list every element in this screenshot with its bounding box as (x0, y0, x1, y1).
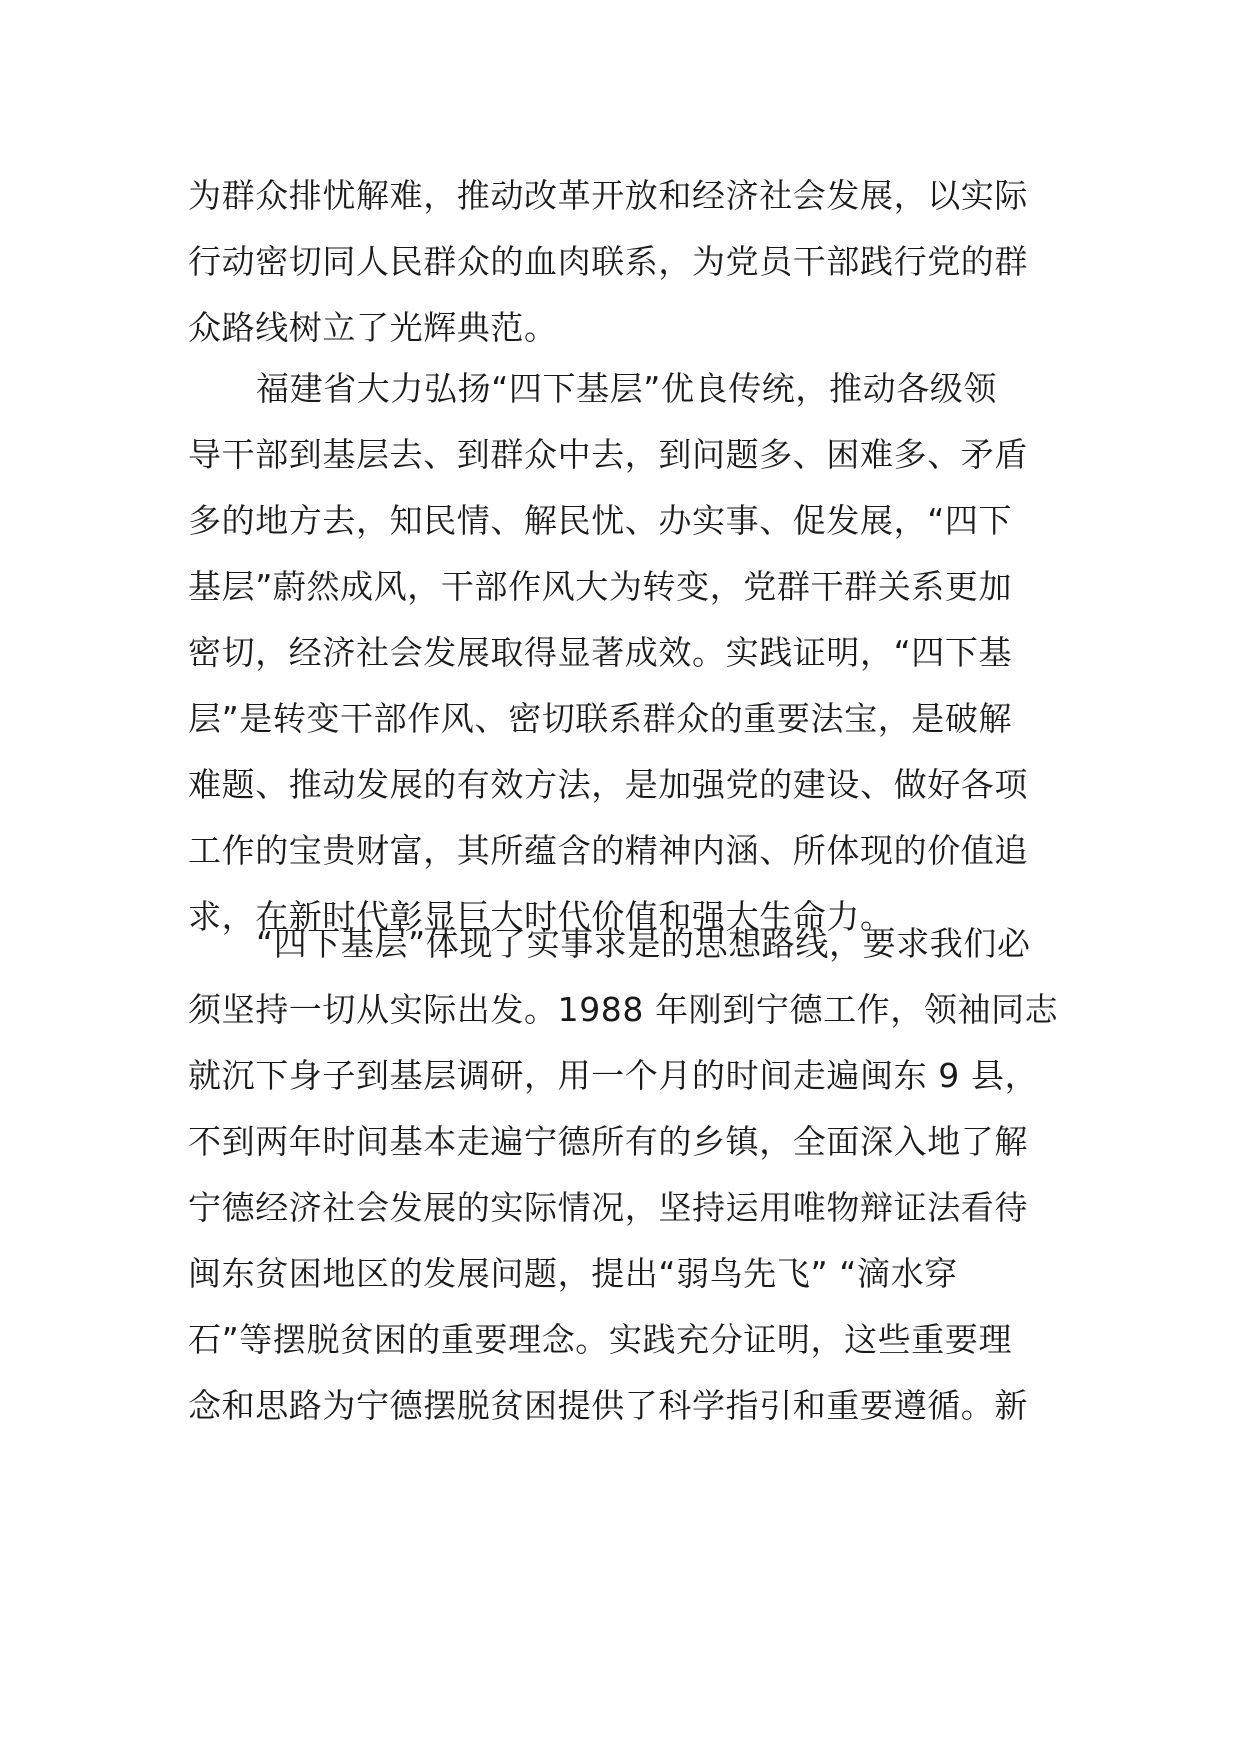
text-line: 导干部到基层去、到群众中去，到问题多、困难多、矛盾 (188, 435, 1028, 474)
paragraph-2 (188, 356, 1068, 950)
text-line: 宁德经济社会发展的实际情况，坚持运用唯物辩证法看待 (188, 1188, 1028, 1227)
text-line: 难题、推动发展的有效方法，是加强党的建设、做好各项 (188, 765, 1028, 804)
text-line: 闽东贫困地区的发展问题，提出“弱鸟先飞” “滴水穿 (188, 1254, 958, 1293)
text-line: 密切，经济社会发展取得显著成效。实践证明，“四下基 (188, 633, 1013, 672)
paragraph-3 (188, 911, 1068, 1439)
text-line: 不到两年时间基本走遍宁德所有的乡镇，全面深入地了解 (188, 1122, 1028, 1161)
text-line: 求，在新时代彰显巨大时代价值和强大生命力。 (188, 897, 894, 936)
text-line: 行动密切同人民群众的血肉联系，为党员干部践行党的群 (188, 242, 1028, 281)
text-line: 工作的宝贵财富，其所蕴含的精神内涵、所体现的价值追 (188, 831, 1028, 870)
text-line: 众路线树立了光辉典范。 (188, 308, 558, 347)
text-line: 石”等摆脱贫困的重要理念。实践充分证明，这些重要理 (188, 1320, 1013, 1359)
text-line: 念和思路为宁德摆脱贫困提供了科学指引和重要遵循。新 (188, 1386, 1028, 1425)
text-line: 多的地方去，知民情、解民忧、办实事、促发展，“四下 (188, 501, 1013, 540)
text-line: 福建省大力弘扬“四下基层”优良传统，推动各级领 (256, 369, 997, 408)
text-line: 层”是转变干部作风、密切联系群众的重要法宝，是破解 (188, 699, 1013, 738)
text-line: 为群众排忧解难，推动改革开放和经济社会发展，以实际 (188, 176, 1028, 215)
paragraph-1 (188, 163, 1068, 361)
text-line: “四下基层”体现了实事求是的思想路线，要求我们必 (256, 924, 1031, 963)
text-line: 基层”蔚然成风，干部作风大为转变，党群干群关系更加 (188, 567, 1013, 606)
text-line: 就沉下身子到基层调研，用一个月的时间走遍闽东 9 县， (188, 1056, 1039, 1095)
text-line: 须坚持一切从实际出发。1988 年刚到宁德工作，领袖同志 (188, 990, 1059, 1029)
